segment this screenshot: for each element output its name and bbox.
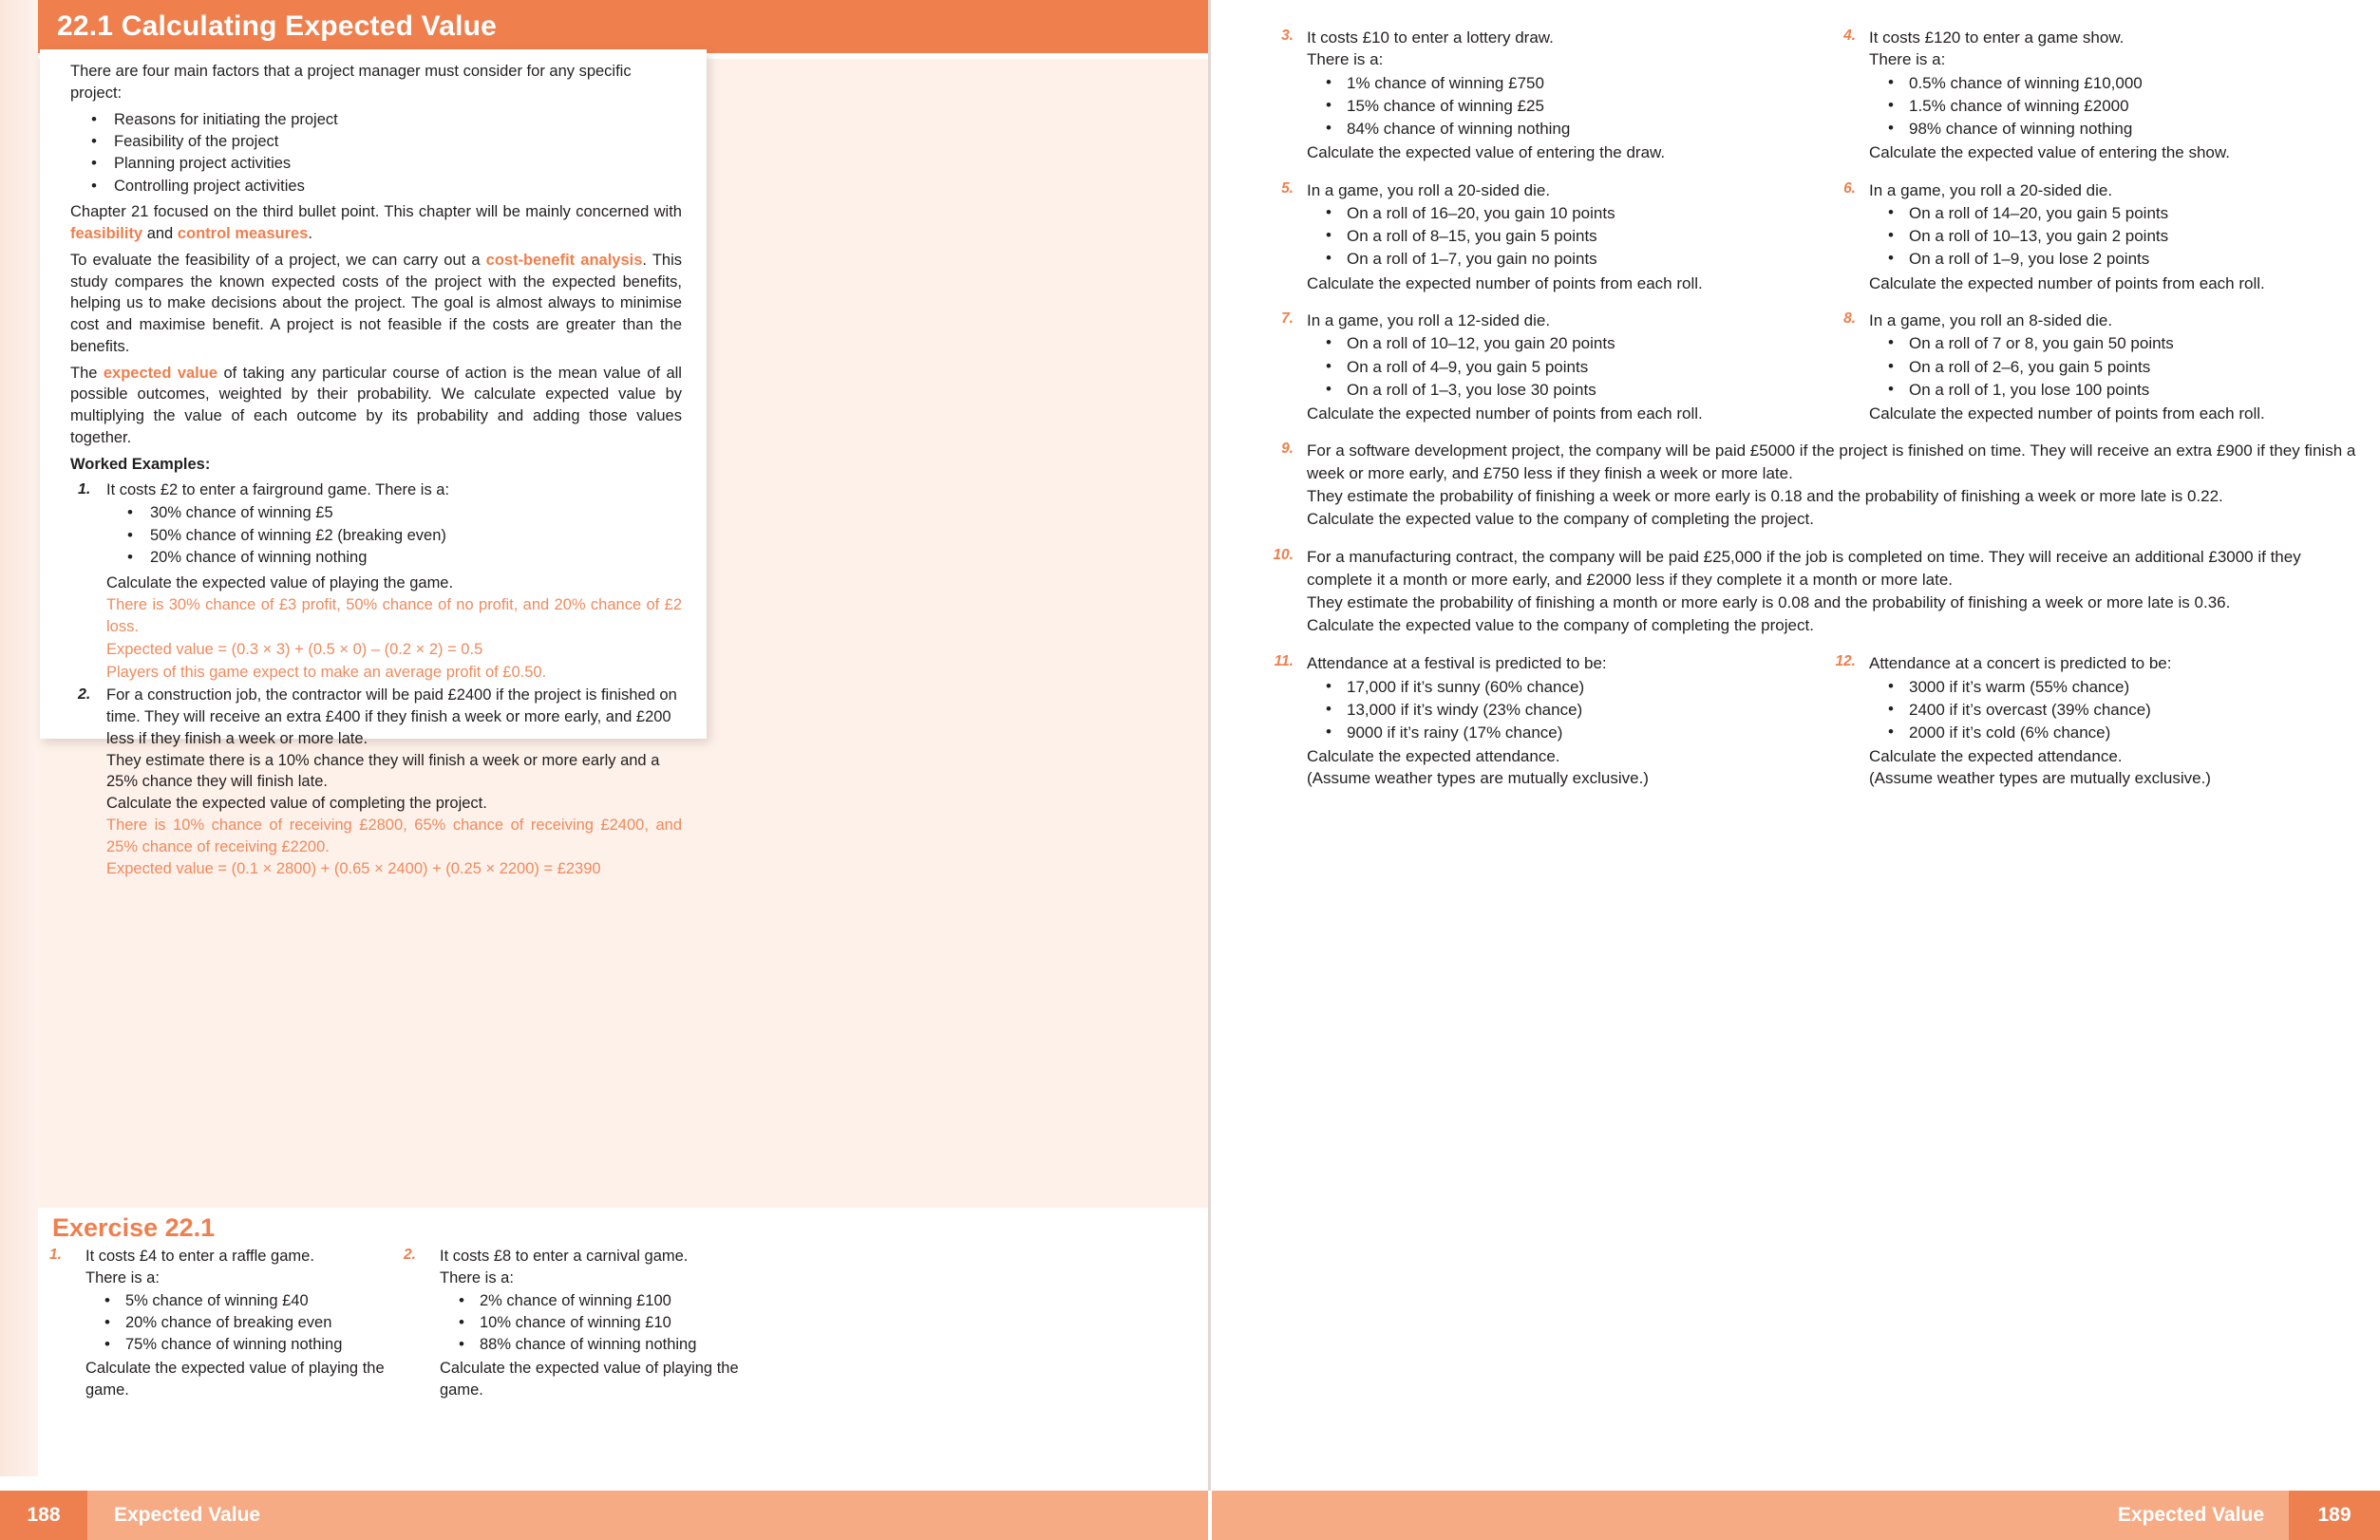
- right-page-footer: [1212, 1491, 2380, 1540]
- question-line-1: Attendance at a festival is predicted to be:: [1307, 654, 1607, 673]
- question-line-1: In a game, you roll a 20-sided die.: [1307, 180, 1551, 199]
- list-item: • On a roll of 2–6, you gain 5 points: [1869, 356, 2361, 379]
- list-item: • 20% chance of breaking even: [85, 1312, 385, 1334]
- question-task: Calculate the expected value of entering the draw.: [1307, 143, 1666, 162]
- question-12: [1822, 652, 2361, 790]
- feasibility-text-post: . This study compares the known expected costs of the project with the expected benefits, helping us to make decisions about the project. The goal is almost always to minimise cost and maximise benefit. A project is not feasible if the costs are greater than the benefits.: [70, 251, 682, 355]
- question-task: Calculate the expected value to the company of completing the project.: [1307, 510, 1814, 529]
- exercise-questions: [47, 1246, 1187, 1408]
- chapter-paragraph: [70, 201, 682, 245]
- list-item: • Reasons for initiating the project: [70, 109, 682, 131]
- question-line-1: Attendance at a concert is predicted to be:: [1869, 654, 2172, 673]
- question-bullets: [1307, 202, 1799, 271]
- solution-line: Expected value = (0.1 × 2800) + (0.65 × 2400) + (0.25 × 2200) = £2390: [106, 860, 601, 878]
- feasibility-text-pre: To evaluate the feasibility of a project, we can carry out a: [70, 251, 486, 269]
- exercise-column-left: [47, 1246, 385, 1408]
- question-number: 5.: [1281, 179, 1294, 197]
- question-task: Calculate the expected number of points from each roll.: [1869, 273, 2265, 292]
- list-item: • 1.5% chance of winning £2000: [1869, 95, 2361, 118]
- question-bullets: [85, 1290, 385, 1357]
- question-11: [1259, 652, 1799, 790]
- questions-row-11-12: [1259, 652, 2361, 805]
- question-column-right: [1822, 310, 2361, 440]
- question-line-2: There is a:: [1869, 50, 1946, 69]
- question-line-2: There is a:: [1307, 50, 1384, 69]
- list-item: • On a roll of 1–9, you lose 2 points: [1869, 248, 2361, 271]
- question-paragraph-2: They estimate the probability of finishing a week or more early is 0.18 and the probability of finishing a week or more late is 0.22.: [1307, 487, 2223, 506]
- question-10: [1259, 546, 2361, 637]
- question-line-2: There is a:: [85, 1268, 160, 1286]
- question-task: Calculate the expected value of playing the game.: [85, 1359, 385, 1399]
- list-item: • 9000 if it’s rainy (17% chance): [1307, 722, 1799, 744]
- term-control-measures: control measures: [177, 224, 309, 242]
- ev-text-pre: The: [70, 364, 104, 382]
- question-line-1: In a game, you roll a 12-sided die.: [1307, 311, 1551, 330]
- term-feasibility: feasibility: [70, 224, 143, 242]
- worked-example-solution: [106, 815, 682, 880]
- project-factors-list: [70, 109, 682, 198]
- solution-line: Players of this game expect to make an average profit of £0.50.: [106, 663, 547, 681]
- questions-row-3-4: [1259, 27, 2361, 179]
- list-item: • 30% chance of winning £5: [106, 502, 682, 524]
- question-column-right: [1822, 652, 2361, 805]
- question-number: 4.: [1843, 28, 1856, 44]
- worked-example-solution: [106, 594, 682, 683]
- exercise-title: Exercise 22.1: [52, 1213, 216, 1242]
- intro-paragraph: There are four main factors that a project manager must consider for any specific project:: [70, 63, 632, 102]
- question-task: Calculate the expected number of points from each roll.: [1307, 404, 1703, 423]
- question-note: (Assume weather types are mutually exclusive.): [1869, 769, 2211, 788]
- page-edge-strip: [0, 0, 38, 1476]
- expected-value-paragraph: [70, 363, 682, 449]
- list-item: • 13,000 if it’s windy (23% chance): [1307, 699, 1799, 722]
- question-bullets: [1869, 332, 2361, 401]
- footer-label-left: Expected Value: [87, 1491, 1208, 1540]
- question-line-1: It costs £4 to enter a raffle game.: [85, 1248, 314, 1265]
- chapter-text-post: .: [308, 224, 312, 242]
- question-bullets: [1869, 72, 2361, 141]
- solution-line: There is 30% chance of £3 profit, 50% chance of no profit, and 20% chance of £2 loss.: [106, 596, 682, 635]
- list-item: • Planning project activities: [70, 153, 682, 175]
- list-item: • 0.5% chance of winning £10,000: [1869, 72, 2361, 95]
- question-number: 12.: [1835, 653, 1856, 670]
- list-item: • 5% chance of winning £40: [85, 1290, 385, 1312]
- question-number: 2.: [404, 1247, 416, 1263]
- left-page-footer: [0, 1491, 1208, 1540]
- list-item: • On a roll of 1–7, you gain no points: [1307, 248, 1799, 271]
- question-bullets: [1307, 332, 1799, 401]
- chapter-text-pre: Chapter 21 focused on the third bullet point. This chapter will be mainly concerned with: [70, 203, 682, 221]
- footer-label-right: Expected Value: [1212, 1491, 2289, 1540]
- section-header-bar: [38, 0, 1208, 53]
- question-bullets: [1307, 676, 1799, 744]
- exercise-question-2: [402, 1246, 739, 1400]
- list-item: • 2400 if it’s overcast (39% chance): [1869, 699, 2361, 722]
- chapter-text-mid: and: [142, 224, 178, 242]
- page-number-left: 188: [0, 1491, 87, 1540]
- exercise-column-right: [402, 1246, 739, 1408]
- question-column-right: [1822, 179, 2361, 310]
- list-item: • On a roll of 1–3, you lose 30 points: [1307, 379, 1799, 402]
- question-column-right: [1822, 27, 2361, 179]
- question-line-2: There is a:: [440, 1268, 514, 1286]
- solution-line: Expected value = (0.3 × 3) + (0.5 × 0) – (0.2 × 2) = 0.5: [106, 640, 483, 658]
- list-item: • 15% chance of winning £25: [1307, 95, 1799, 118]
- list-item: • Feasibility of the project: [70, 131, 682, 153]
- worked-examples-list: [70, 479, 682, 880]
- question-paragraph-1: For a manufacturing contract, the company will be paid £25,000 if the job is completed on time. They will receive an additional £3000 if they complete it a month or more early, and £2000 less if they complete it a month or more late.: [1307, 548, 2301, 590]
- question-task: Calculate the expected value of playing the game.: [440, 1359, 739, 1399]
- term-cost-benefit-analysis: cost-benefit analysis: [485, 251, 643, 269]
- question-number: 11.: [1274, 653, 1294, 670]
- question-line-1: It costs £8 to enter a carnival game.: [440, 1248, 689, 1265]
- list-item: • On a roll of 14–20, you gain 5 points: [1869, 202, 2361, 225]
- right-page: [1212, 0, 2380, 1540]
- gutter-divider: [1208, 0, 1211, 1491]
- question-number: 3.: [1281, 28, 1294, 44]
- question-number: 10.: [1273, 547, 1294, 564]
- worked-examples-heading: Worked Examples:: [70, 455, 211, 473]
- worked-example-bullets: [106, 502, 682, 569]
- list-item: • 17,000 if it’s sunny (60% chance): [1307, 676, 1799, 699]
- worked-example-number: 1.: [78, 481, 91, 498]
- question-7: [1259, 310, 1799, 424]
- worked-example-2: [70, 685, 682, 880]
- list-item: • On a roll of 10–13, you gain 2 points: [1869, 225, 2361, 248]
- feasibility-paragraph: [70, 250, 682, 358]
- question-paragraph-1: For a software development project, the company will be paid £5000 if the project is finished on time. They will receive an extra £900 if they finish a week or more early, and £750 less if they finish a week or more late.: [1307, 441, 2356, 483]
- solution-line: There is 10% chance of receiving £2800, 65% chance of receiving £2400, and 25% chance of receiving £2200.: [106, 816, 682, 855]
- questions-row-5-6: [1259, 179, 2361, 310]
- list-item: • On a roll of 8–15, you gain 5 points: [1307, 225, 1799, 248]
- questions-row-7-8: [1259, 310, 2361, 440]
- list-item: • 84% chance of winning nothing: [1307, 118, 1799, 141]
- question-column-left: [1259, 27, 1799, 179]
- list-item: • On a roll of 16–20, you gain 10 points: [1307, 202, 1799, 225]
- list-item: • On a roll of 10–12, you gain 20 points: [1307, 332, 1799, 355]
- worked-example-number: 2.: [78, 686, 91, 704]
- list-item: • 2000 if it’s cold (6% chance): [1869, 722, 2361, 744]
- question-column-left: [1259, 310, 1799, 440]
- worked-example-task: Calculate the expected value of playing the game.: [106, 574, 454, 592]
- worked-example-stem: For a construction job, the contractor will be paid £2400 if the project is finished on time. They will receive an extra £400 if they finish a week or more early, and £200 less if they finish a week or more late.: [106, 686, 677, 747]
- ev-text-post: of taking any particular course of action is the mean value of all possible outcomes, weighted by their probability. We calculate expected value by multiplying the value of each outcome by its probability and adding those values together.: [70, 364, 682, 446]
- worked-example-stem-2: They estimate there is a 10% chance they will finish a week or more early and a 25% chance they will finish late.: [106, 751, 660, 791]
- list-item: • 98% chance of winning nothing: [1869, 118, 2361, 141]
- question-task: Calculate the expected value to the company of completing the project.: [1307, 616, 1814, 635]
- question-number: 8.: [1843, 310, 1856, 328]
- question-bullets: [1869, 676, 2361, 744]
- question-6: [1822, 179, 2361, 294]
- question-number: 6.: [1843, 179, 1856, 197]
- question-paragraph-2: They estimate the probability of finishing a month or more early is 0.08 and the probability of finishing a week or more late is 0.36.: [1307, 593, 2231, 612]
- question-4: [1822, 27, 2361, 164]
- worked-examples-card: [40, 49, 707, 878]
- question-9: [1259, 440, 2361, 531]
- question-column-left: [1259, 179, 1799, 310]
- list-item: • 50% chance of winning £2 (breaking even): [106, 525, 682, 547]
- worked-example-stem: It costs £2 to enter a fairground game. There is a:: [106, 481, 450, 499]
- list-item: • 10% chance of winning £10: [440, 1312, 739, 1334]
- question-number: 7.: [1281, 310, 1294, 328]
- list-item: • On a roll of 1, you lose 100 points: [1869, 379, 2361, 402]
- question-line-1: In a game, you roll an 8-sided die.: [1869, 311, 2113, 330]
- list-item: • 75% chance of winning nothing: [85, 1334, 385, 1356]
- worked-example-1: [70, 479, 682, 683]
- question-task: Calculate the expected value of entering the show.: [1869, 143, 2230, 162]
- list-item: • 1% chance of winning £750: [1307, 72, 1799, 95]
- question-task: Calculate the expected number of points from each roll.: [1307, 273, 1703, 292]
- question-5: [1259, 179, 1799, 294]
- question-column-left: [1259, 652, 1799, 805]
- question-line-1: It costs £120 to enter a game show.: [1869, 28, 2125, 47]
- question-task: Calculate the expected attendance.: [1307, 746, 1560, 765]
- list-item: • On a roll of 7 or 8, you gain 50 points: [1869, 332, 2361, 355]
- list-item: • 20% chance of winning nothing: [106, 547, 682, 569]
- question-bullets: [1307, 72, 1799, 141]
- page-number-right: 189: [2289, 1491, 2380, 1540]
- page-title: 22.1 Calculating Expected Value: [57, 10, 498, 42]
- list-item: • On a roll of 4–9, you gain 5 points: [1307, 356, 1799, 379]
- question-bullets: [440, 1290, 739, 1357]
- list-item: • 88% chance of winning nothing: [440, 1334, 739, 1356]
- question-task: Calculate the expected attendance.: [1869, 746, 2123, 765]
- exercise-question-1: [47, 1246, 385, 1400]
- question-task: Calculate the expected number of points from each roll.: [1869, 404, 2265, 423]
- list-item: • 3000 if it’s warm (55% chance): [1869, 676, 2361, 699]
- term-expected-value: expected value: [103, 364, 218, 382]
- question-line-1: In a game, you roll a 20-sided die.: [1869, 180, 2113, 199]
- worked-example-task: Calculate the expected value of completing the project.: [106, 795, 487, 813]
- list-item: • 2% chance of winning £100: [440, 1290, 739, 1312]
- question-8: [1822, 310, 2361, 424]
- question-line-1: It costs £10 to enter a lottery draw.: [1307, 28, 1554, 47]
- question-bullets: [1869, 202, 2361, 271]
- question-number: 1.: [49, 1247, 62, 1263]
- question-number: 9.: [1281, 441, 1294, 458]
- question-note: (Assume weather types are mutually exclusive.): [1307, 769, 1649, 788]
- list-item: • Controlling project activities: [70, 176, 682, 197]
- question-3: [1259, 27, 1799, 164]
